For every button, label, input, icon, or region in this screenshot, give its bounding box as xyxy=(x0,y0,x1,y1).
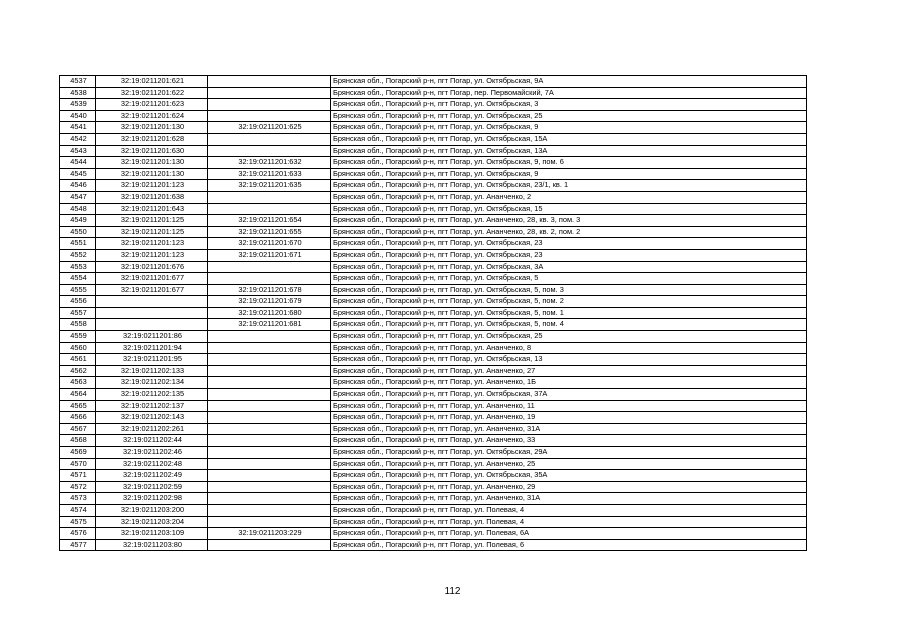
related-cadastral-cell xyxy=(208,423,331,435)
row-number-cell: 4564 xyxy=(60,389,96,401)
related-cadastral-cell xyxy=(208,458,331,470)
row-number-cell: 4541 xyxy=(60,122,96,134)
address-cell: Брянская обл., Погарский р-н, пгт Погар, ул. Ананченко, 31А xyxy=(331,493,807,505)
row-number-cell: 4538 xyxy=(60,87,96,99)
cadastral-number-cell: 32:19:0211201:130 xyxy=(96,157,208,169)
table-row xyxy=(60,203,807,215)
cadastral-number-cell: 32:19:0211202:44 xyxy=(96,435,208,447)
row-number-cell: 4559 xyxy=(60,331,96,343)
address-cell: Брянская обл., Погарский р-н, пгт Погар, ул. Ананченко, 19 xyxy=(331,412,807,424)
cadastral-number-cell: 32:19:0211202:48 xyxy=(96,458,208,470)
address-cell: Брянская обл., Погарский р-н, пгт Погар, ул. Октябрьская, 23/1, кв. 1 xyxy=(331,180,807,192)
table-row xyxy=(60,180,807,192)
table-row xyxy=(60,215,807,227)
address-cell: Брянская обл., Погарский р-н, пгт Погар, ул. Ананченко, 2 xyxy=(331,191,807,203)
cadastral-number-cell: 32:19:0211202:137 xyxy=(96,400,208,412)
related-cadastral-cell xyxy=(208,400,331,412)
related-cadastral-cell: 32:19:0211201:670 xyxy=(208,238,331,250)
cadastral-number-cell: 32:19:0211201:621 xyxy=(96,76,208,88)
related-cadastral-cell xyxy=(208,110,331,122)
related-cadastral-cell xyxy=(208,191,331,203)
cadastral-number-cell: 32:19:0211201:622 xyxy=(96,87,208,99)
cadastral-number-cell: 32:19:0211201:125 xyxy=(96,226,208,238)
related-cadastral-cell xyxy=(208,412,331,424)
cadastral-number-cell: 32:19:0211202:49 xyxy=(96,470,208,482)
related-cadastral-cell: 32:19:0211201:654 xyxy=(208,215,331,227)
related-cadastral-cell xyxy=(208,99,331,111)
row-number-cell: 4575 xyxy=(60,516,96,528)
address-cell: Брянская обл., Погарский р-н, пгт Погар, ул. Ананченко, 25 xyxy=(331,458,807,470)
row-number-cell: 4565 xyxy=(60,400,96,412)
row-number-cell: 4566 xyxy=(60,412,96,424)
table-row xyxy=(60,435,807,447)
related-cadastral-cell: 32:19:0211201:632 xyxy=(208,157,331,169)
table-row xyxy=(60,249,807,261)
related-cadastral-cell: 32:19:0211201:635 xyxy=(208,180,331,192)
row-number-cell: 4557 xyxy=(60,307,96,319)
row-number-cell: 4547 xyxy=(60,191,96,203)
address-cell: Брянская обл., Погарский р-н, пгт Погар, ул. Октябрьская, 15А xyxy=(331,133,807,145)
address-cell: Брянская обл., Погарский р-н, пгт Погар, ул. Ананченко, 1Б xyxy=(331,377,807,389)
row-number-cell: 4577 xyxy=(60,539,96,551)
row-number-cell: 4572 xyxy=(60,481,96,493)
related-cadastral-cell xyxy=(208,516,331,528)
table-row xyxy=(60,226,807,238)
row-number-cell: 4563 xyxy=(60,377,96,389)
address-cell: Брянская обл., Погарский р-н, пгт Погар, ул. Ананченко, 31А xyxy=(331,423,807,435)
row-number-cell: 4554 xyxy=(60,273,96,285)
cadastral-number-cell: 32:19:0211203:80 xyxy=(96,539,208,551)
related-cadastral-cell xyxy=(208,447,331,459)
cadastral-number-cell: 32:19:0211202:134 xyxy=(96,377,208,389)
cadastral-number-cell: 32:19:0211202:261 xyxy=(96,423,208,435)
address-cell: Брянская обл., Погарский р-н, пгт Погар, ул. Ананченко, 28, кв. 2, пом. 2 xyxy=(331,226,807,238)
cadastral-number-cell: 32:19:0211202:59 xyxy=(96,481,208,493)
cadastral-number-cell: 32:19:0211201:624 xyxy=(96,110,208,122)
row-number-cell: 4546 xyxy=(60,180,96,192)
address-cell: Брянская обл., Погарский р-н, пгт Погар, ул. Полевая, 4 xyxy=(331,504,807,516)
address-cell: Брянская обл., Погарский р-н, пгт Погар, ул. Октябрьская, 3 xyxy=(331,99,807,111)
table-row xyxy=(60,342,807,354)
address-cell: Брянская обл., Погарский р-н, пгт Погар, ул. Октябрьская, 5, пом. 2 xyxy=(331,296,807,308)
address-cell: Брянская обл., Погарский р-н, пгт Погар, ул. Полевая, 4 xyxy=(331,516,807,528)
address-cell: Брянская обл., Погарский р-н, пгт Погар, ул. Ананченко, 33 xyxy=(331,435,807,447)
address-cell: Брянская обл., Погарский р-н, пгт Погар, ул. Октябрьская, 9 xyxy=(331,168,807,180)
address-cell: Брянская обл., Погарский р-н, пгт Погар, ул. Октябрьская, 5, пом. 3 xyxy=(331,284,807,296)
cadastral-number-cell: 32:19:0211202:143 xyxy=(96,412,208,424)
address-cell: Брянская обл., Погарский р-н, пгт Погар, пер. Первомайский, 7А xyxy=(331,87,807,99)
cadastral-number-cell: 32:19:0211202:98 xyxy=(96,493,208,505)
cadastral-number-cell: 32:19:0211201:628 xyxy=(96,133,208,145)
row-number-cell: 4562 xyxy=(60,365,96,377)
row-number-cell: 4576 xyxy=(60,528,96,540)
table-row xyxy=(60,365,807,377)
cadastral-number-cell: 32:19:0211203:200 xyxy=(96,504,208,516)
address-cell: Брянская обл., Погарский р-н, пгт Погар, ул. Октябрьская, 29А xyxy=(331,447,807,459)
related-cadastral-cell: 32:19:0211201:679 xyxy=(208,296,331,308)
address-cell: Брянская обл., Погарский р-н, пгт Погар, ул. Октябрьская, 3А xyxy=(331,261,807,273)
table-row xyxy=(60,354,807,366)
related-cadastral-cell xyxy=(208,133,331,145)
row-number-cell: 4555 xyxy=(60,284,96,296)
address-cell: Брянская обл., Погарский р-н, пгт Погар, ул. Октябрьская, 13 xyxy=(331,354,807,366)
related-cadastral-cell: 32:19:0211201:655 xyxy=(208,226,331,238)
related-cadastral-cell: 32:19:0211201:633 xyxy=(208,168,331,180)
address-cell: Брянская обл., Погарский р-н, пгт Погар, ул. Ананченко, 8 xyxy=(331,342,807,354)
row-number-cell: 4558 xyxy=(60,319,96,331)
related-cadastral-cell xyxy=(208,145,331,157)
table-row xyxy=(60,400,807,412)
row-number-cell: 4569 xyxy=(60,447,96,459)
related-cadastral-cell xyxy=(208,76,331,88)
table-row xyxy=(60,284,807,296)
related-cadastral-cell xyxy=(208,504,331,516)
related-cadastral-cell xyxy=(208,342,331,354)
cadastral-number-cell: 32:19:0211203:204 xyxy=(96,516,208,528)
row-number-cell: 4571 xyxy=(60,470,96,482)
address-cell: Брянская обл., Погарский р-н, пгт Погар, ул. Октябрьская, 23 xyxy=(331,238,807,250)
address-cell: Брянская обл., Погарский р-н, пгт Погар, ул. Ананченко, 29 xyxy=(331,481,807,493)
table-row xyxy=(60,238,807,250)
address-cell: Брянская обл., Погарский р-н, пгт Погар, ул. Октябрьская, 9А xyxy=(331,76,807,88)
address-cell: Брянская обл., Погарский р-н, пгт Погар, ул. Октябрьская, 25 xyxy=(331,110,807,122)
cadastral-number-cell: 32:19:0211201:630 xyxy=(96,145,208,157)
page-number: 112 xyxy=(444,586,461,597)
row-number-cell: 4540 xyxy=(60,110,96,122)
cadastral-number-cell: 32:19:0211201:643 xyxy=(96,203,208,215)
related-cadastral-cell xyxy=(208,354,331,366)
related-cadastral-cell: 32:19:0211201:678 xyxy=(208,284,331,296)
address-cell: Брянская обл., Погарский р-н, пгт Погар, ул. Октябрьская, 13А xyxy=(331,145,807,157)
address-cell: Брянская обл., Погарский р-н, пгт Погар, ул. Октябрьская, 9 xyxy=(331,122,807,134)
table-row xyxy=(60,168,807,180)
related-cadastral-cell: 32:19:0211201:680 xyxy=(208,307,331,319)
address-cell: Брянская обл., Погарский р-н, пгт Погар, ул. Ананченко, 11 xyxy=(331,400,807,412)
related-cadastral-cell xyxy=(208,481,331,493)
table-row xyxy=(60,412,807,424)
cadastral-number-cell: 32:19:0211201:94 xyxy=(96,342,208,354)
table-row xyxy=(60,296,807,308)
related-cadastral-cell xyxy=(208,261,331,273)
cadastral-number-cell: 32:19:0211201:123 xyxy=(96,238,208,250)
row-number-cell: 4570 xyxy=(60,458,96,470)
cadastral-number-cell: 32:19:0211201:638 xyxy=(96,191,208,203)
table-row xyxy=(60,273,807,285)
row-number-cell: 4544 xyxy=(60,157,96,169)
table-row xyxy=(60,133,807,145)
table-row xyxy=(60,423,807,435)
table-row xyxy=(60,122,807,134)
related-cadastral-cell xyxy=(208,539,331,551)
row-number-cell: 4551 xyxy=(60,238,96,250)
cadastral-number-cell: 32:19:0211201:123 xyxy=(96,249,208,261)
address-cell: Брянская обл., Погарский р-н, пгт Погар, ул. Октябрьская, 23 xyxy=(331,249,807,261)
address-cell: Брянская обл., Погарский р-н, пгт Погар, ул. Октябрьская, 35А xyxy=(331,470,807,482)
table-row xyxy=(60,458,807,470)
address-cell: Брянская обл., Погарский р-н, пгт Погар, ул. Октябрьская, 25 xyxy=(331,331,807,343)
table-row xyxy=(60,87,807,99)
address-cell: Брянская обл., Погарский р-н, пгт Погар, ул. Полевая, 6 xyxy=(331,539,807,551)
cadastral-number-cell: 32:19:0211201:123 xyxy=(96,180,208,192)
table-row xyxy=(60,377,807,389)
row-number-cell: 4552 xyxy=(60,249,96,261)
related-cadastral-cell xyxy=(208,365,331,377)
related-cadastral-cell: 32:19:0211201:681 xyxy=(208,319,331,331)
table-row xyxy=(60,331,807,343)
row-number-cell: 4568 xyxy=(60,435,96,447)
row-number-cell: 4553 xyxy=(60,261,96,273)
related-cadastral-cell: 32:19:0211201:671 xyxy=(208,249,331,261)
table-row xyxy=(60,261,807,273)
cadastral-number-cell: 32:19:0211202:46 xyxy=(96,447,208,459)
row-number-cell: 4543 xyxy=(60,145,96,157)
cadastral-number-cell: 32:19:0211201:125 xyxy=(96,215,208,227)
cadastral-number-cell: 32:19:0211201:130 xyxy=(96,122,208,134)
cadastral-registry-table xyxy=(59,75,807,551)
address-cell: Брянская обл., Погарский р-н, пгт Погар, ул. Октябрьская, 15 xyxy=(331,203,807,215)
related-cadastral-cell xyxy=(208,389,331,401)
cadastral-number-cell: 32:19:0211201:95 xyxy=(96,354,208,366)
table-row xyxy=(60,110,807,122)
row-number-cell: 4550 xyxy=(60,226,96,238)
table-row xyxy=(60,539,807,551)
table-row xyxy=(60,307,807,319)
related-cadastral-cell xyxy=(208,435,331,447)
row-number-cell: 4548 xyxy=(60,203,96,215)
row-number-cell: 4560 xyxy=(60,342,96,354)
cadastral-number-cell: 32:19:0211201:130 xyxy=(96,168,208,180)
cadastral-number-cell: 32:19:0211201:677 xyxy=(96,273,208,285)
cadastral-number-cell: 32:19:0211201:623 xyxy=(96,99,208,111)
row-number-cell: 4574 xyxy=(60,504,96,516)
table-row xyxy=(60,504,807,516)
table-row xyxy=(60,157,807,169)
cadastral-number-cell xyxy=(96,296,208,308)
cadastral-number-cell xyxy=(96,319,208,331)
related-cadastral-cell xyxy=(208,203,331,215)
row-number-cell: 4567 xyxy=(60,423,96,435)
related-cadastral-cell xyxy=(208,273,331,285)
table-row xyxy=(60,447,807,459)
address-cell: Брянская обл., Погарский р-н, пгт Погар, ул. Ананченко, 27 xyxy=(331,365,807,377)
row-number-cell: 4573 xyxy=(60,493,96,505)
cadastral-number-cell: 32:19:0211201:676 xyxy=(96,261,208,273)
related-cadastral-cell xyxy=(208,470,331,482)
table-row xyxy=(60,191,807,203)
table-row xyxy=(60,493,807,505)
table-row xyxy=(60,481,807,493)
table-row xyxy=(60,319,807,331)
table-row xyxy=(60,99,807,111)
related-cadastral-cell xyxy=(208,331,331,343)
related-cadastral-cell: 32:19:0211201:625 xyxy=(208,122,331,134)
row-number-cell: 4556 xyxy=(60,296,96,308)
row-number-cell: 4561 xyxy=(60,354,96,366)
cadastral-number-cell: 32:19:0211202:133 xyxy=(96,365,208,377)
related-cadastral-cell xyxy=(208,377,331,389)
table-row xyxy=(60,470,807,482)
address-cell: Брянская обл., Погарский р-н, пгт Погар, ул. Октябрьская, 9, пом. 6 xyxy=(331,157,807,169)
related-cadastral-cell: 32:19:0211203:229 xyxy=(208,528,331,540)
cadastral-number-cell: 32:19:0211201:86 xyxy=(96,331,208,343)
table-row xyxy=(60,528,807,540)
address-cell: Брянская обл., Погарский р-н, пгт Погар, ул. Октябрьская, 5, пом. 4 xyxy=(331,319,807,331)
related-cadastral-cell xyxy=(208,87,331,99)
table-row xyxy=(60,516,807,528)
address-cell: Брянская обл., Погарский р-н, пгт Погар, ул. Октябрьская, 5 xyxy=(331,273,807,285)
cadastral-number-cell: 32:19:0211202:135 xyxy=(96,389,208,401)
address-cell: Брянская обл., Погарский р-н, пгт Погар, ул. Ананченко, 28, кв. 3, пом. 3 xyxy=(331,215,807,227)
table-row xyxy=(60,389,807,401)
address-cell: Брянская обл., Погарский р-н, пгт Погар, ул. Октябрьская, 37А xyxy=(331,389,807,401)
cadastral-number-cell: 32:19:0211203:109 xyxy=(96,528,208,540)
row-number-cell: 4542 xyxy=(60,133,96,145)
address-cell: Брянская обл., Погарский р-н, пгт Погар, ул. Октябрьская, 5, пом. 1 xyxy=(331,307,807,319)
address-cell: Брянская обл., Погарский р-н, пгт Погар, ул. Полевая, 6А xyxy=(331,528,807,540)
row-number-cell: 4545 xyxy=(60,168,96,180)
related-cadastral-cell xyxy=(208,493,331,505)
row-number-cell: 4549 xyxy=(60,215,96,227)
cadastral-number-cell: 32:19:0211201:677 xyxy=(96,284,208,296)
table-body xyxy=(60,76,807,551)
cadastral-number-cell xyxy=(96,307,208,319)
table-row xyxy=(60,145,807,157)
row-number-cell: 4537 xyxy=(60,76,96,88)
row-number-cell: 4539 xyxy=(60,99,96,111)
table-row xyxy=(60,76,807,88)
